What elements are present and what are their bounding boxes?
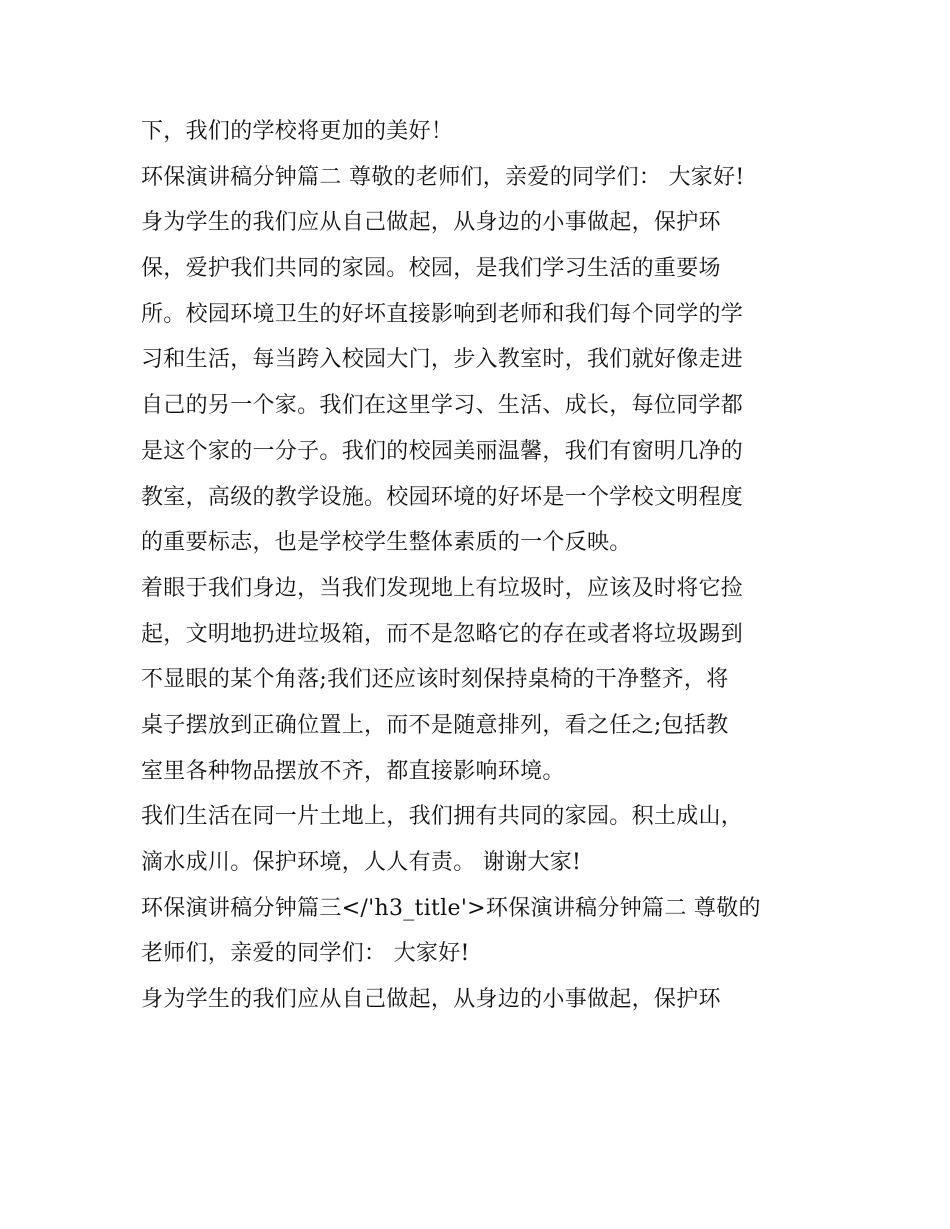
- text-line: 的重要标志，也是学校学生整体素质的一个反映。: [141, 530, 632, 556]
- document-body: [141, 109, 813, 1023]
- text-line: 是这个家的一分子。我们的校园美丽温馨，我们有窗明几净的: [141, 438, 744, 464]
- text-line: 环保演讲稿分钟篇二 尊敬的老师们，亲爱的同学们： 大家好!: [141, 164, 745, 190]
- text-line: 习和生活，每当跨入校园大门，步入教室时，我们就好像走进: [141, 347, 744, 373]
- text-line: 所。校园环境卫生的好坏直接影响到老师和我们每个同学的学: [141, 301, 744, 327]
- text-line: 保，爱护我们共同的家园。校园，是我们学习生活的重要场: [141, 256, 721, 282]
- text-line: 身为学生的我们应从自己做起，从身边的小事做起，保护环: [141, 987, 721, 1013]
- text-line: 自己的另一个家。我们在这里学习、生活、成长，每位同学都: [141, 393, 744, 419]
- text-line: 环保演讲稿分钟篇三</'h3_title'>环保演讲稿分钟篇二 尊敬的: [141, 895, 761, 921]
- text-line: 下，我们的学校将更加的美好！: [141, 119, 454, 144]
- text-line: 教室，高级的教学设施。校园环境的好坏是一个学校文明程度: [141, 484, 744, 510]
- text-line: 室里各种物品摆放不齐，都直接影响环境。: [141, 758, 565, 784]
- text-line: 我们生活在同一片土地上，我们拥有共同的家园。积土成山，: [141, 804, 744, 830]
- text-line: 身为学生的我们应从自己做起，从身边的小事做起，保护环: [141, 210, 721, 236]
- text-line: 桌子摆放到正确位置上，而不是随意排列，看之任之;包括教: [141, 712, 729, 738]
- text-line: 老师们，亲爱的同学们： 大家好!: [141, 941, 470, 967]
- text-line: 滴水成川。保护环境，人人有责。 谢谢大家!: [141, 850, 582, 875]
- text-line: 起，文明地扔进垃圾箱，而不是忽略它的存在或者将垃圾踢到: [141, 621, 744, 647]
- text-line: 不显眼的某个角落;我们还应该时刻保持桌椅的干净整齐，将: [141, 667, 729, 693]
- text-line: 着眼于我们身边，当我们发现地上有垃圾时，应该及时将它捡: [141, 575, 744, 601]
